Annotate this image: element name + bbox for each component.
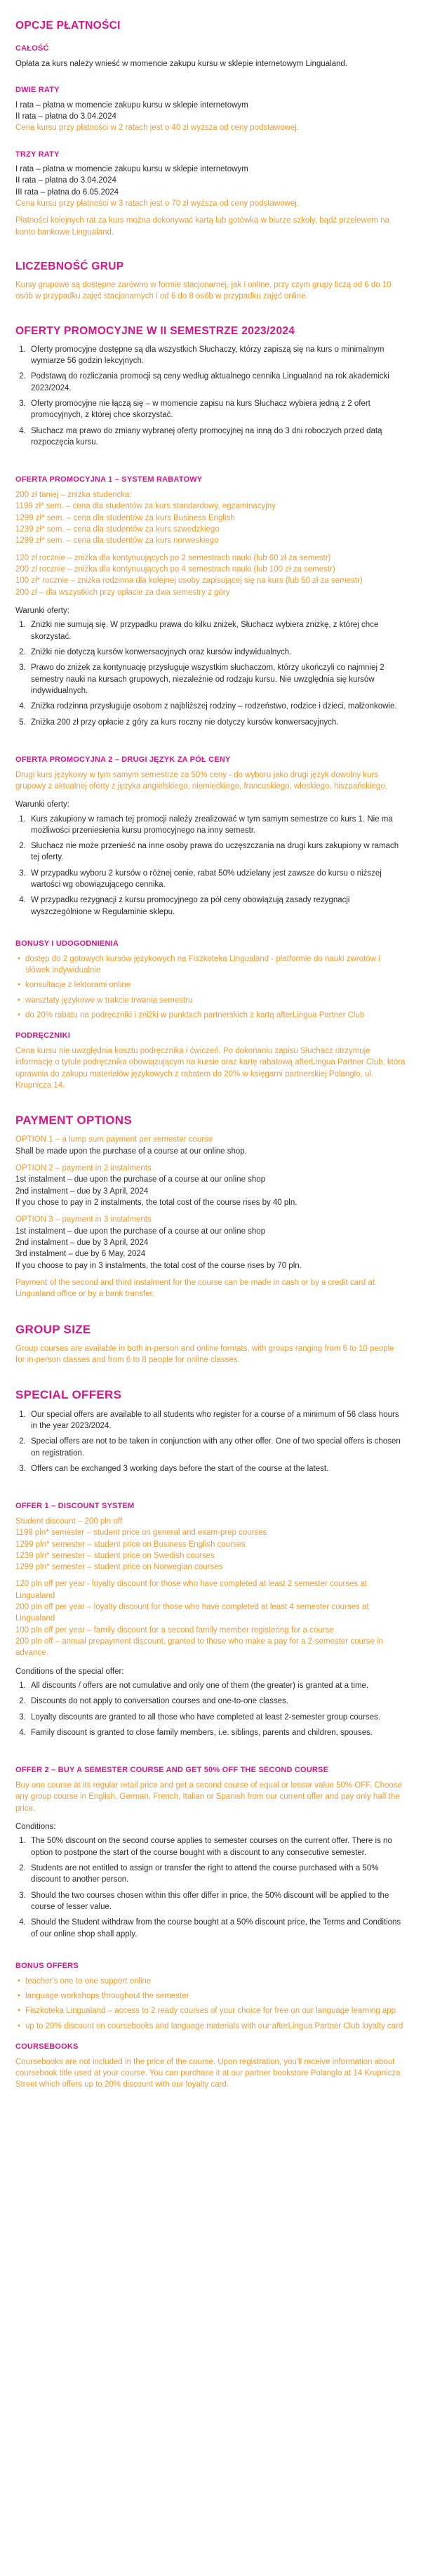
list-item: 4. Zniżka rodzinna przysługuje osobom z najbliższej rodziny – rodzeństwo, rodzice i dzieci, małżonkowie.	[28, 701, 406, 712]
discount-line: 1239 pln* semester – student price on Swedish courses	[15, 1551, 215, 1560]
text-line: 1st instalment – due upon the purchase of a course at our online shop	[15, 1227, 266, 1236]
offer-title: OFERTA PROMOCYJNA 2 – DRUGI JĘZYK ZA PÓŁ CENY	[15, 755, 231, 764]
list-item: 1. The 50% discount on the second course applies to semester courses on the current offer. There is no option to postpone the start of the course bought with a discount to any consecutive semester.	[28, 1835, 406, 1858]
list-item: • konsultacje z lektorami online	[25, 979, 406, 991]
list-item: • warsztaty językowe w trakcie trwania semestru	[25, 995, 406, 1006]
list-item: 3. Should the two courses chosen within this offer differ in price, the 50% discount will be applied to the course of lesser value.	[28, 1890, 406, 1913]
discount-list	[15, 1516, 406, 1573]
bonus-list	[15, 953, 406, 1022]
list-item: • Fiszkoteka Lingualand – access to 2 ready courses of your choice for free on our language learning app	[25, 2005, 406, 2016]
list-item: 2. Students are not entitled to assign or transfer the right to attend the course purchased with a 50% discount to another person.	[28, 1863, 406, 1886]
text-line: I rata – płatna w momencie zakupu kursu w sklepie internetowym	[15, 100, 248, 110]
offers-section-en	[15, 1387, 406, 1940]
subsection-title: CAŁOŚĆ	[15, 44, 49, 53]
list-item: 1. Zniżki nie sumują się. W przypadku prawa do kilku zniżek, Słuchacz wybiera zniżkę, z której chce skorzystać.	[28, 619, 406, 642]
payment-section-pl	[15, 18, 406, 238]
list-item: 3. W przypadku wyboru 2 kursów o różnej cenie, rabat 50% udzielany jest zawsze do kursu o niższej wartości wg obowiązującego cennika.	[28, 868, 406, 891]
discount-line: 200 pln off per year – loyalty discount for those who have completed at least 4 semester courses at Lingualand	[15, 1603, 369, 1623]
text-line: III rata – płatna do 6.05.2024	[15, 187, 119, 197]
list-item: 4. Family discount is granted to close family members, i.e. siblings, parents and children, spouses.	[28, 1727, 406, 1738]
text-line: If you chose to pay in 2 instalments, the total cost of the course rises by 40 pln.	[15, 1198, 298, 1208]
list-item: 1. Oferty promocyjne dostępne są dla wszystkich Słuchaczy, którzy zapiszą się na kurs o minimalnym wymiarze 56 godzin lekcyjnych.	[28, 344, 406, 367]
group-size-section-en	[15, 1321, 406, 1366]
text-line: 1st instalment – due upon the purchase of a course at our online shop	[15, 1175, 266, 1184]
text-line: II rata – płatna do 3.04.2024	[15, 112, 116, 121]
option-heading: OPTION 1 – a lump sum payment per semester course	[15, 1135, 213, 1144]
conditions-list	[15, 1680, 406, 1738]
discount-line: 200 zł taniej – zniżka studencka:	[15, 491, 132, 499]
offer-title: OFFER 2 – BUY A SEMESTER COURSE AND GET 50% OFF THE SECOND COURSE	[15, 1766, 329, 1775]
discount-line: 1199 zł* sem. – cena dla studentów za kurs standardowy, egzaminacyjny	[15, 502, 276, 511]
conditions-label: Conditions of the special offer:	[15, 1667, 124, 1676]
price-note: Cena kursu przy płatności w 3 ratach jest o 70 zł wyższa od ceny podstawowej.	[15, 199, 299, 209]
list-item: • up to 20% discount on coursebooks and language materials with our afterLingua Partner Club loyalty card	[25, 2021, 406, 2032]
offer-title: OFERTA PROMOCYJNA 1 – SYSTEM RABATOWY	[15, 475, 203, 484]
offer-rules-list	[15, 1409, 406, 1475]
section-title: LICZEBNOŚĆ GRUP	[15, 260, 124, 273]
price-note: Cena kursu przy płatności w 2 ratach jest o 40 zł wyższa od ceny podstawowej.	[15, 124, 299, 133]
list-item: • dostęp do 2 gotowych kursów językowych na Fiszkoteka Lingualand - platformie do nauki zwrotów i słówek indywidualnie	[25, 953, 406, 977]
list-item: 4. W przypadku rezygnacji z kursu promocyjnego za pół ceny obowiązują zasady rezygnacji wyszczególnione w Regulaminie sklepu.	[28, 894, 406, 918]
discount-line: 100 zł* rocznie – zniżka rodzinna dla kolejnej osoby zapisującej się na kurs (lub 50 zł za semestr)	[15, 576, 363, 586]
list-item: 3. Offers can be exchanged 3 working days before the start of the course at the latest.	[28, 1463, 406, 1474]
offers-section-pl	[15, 324, 406, 918]
option-heading: OPTION 3 – payment in 3 instalments	[15, 1215, 152, 1224]
list-item: 3. Loyalty discounts are granted to all those who have completed at least 2-semester group courses.	[28, 1712, 406, 1723]
list-item: 3. Oferty promocyjne nie łączą się – w momencie zapisu na kurs Słuchacz wybiera jedną z 2 ofert promocyjnych, z której chce skorzystać.	[28, 398, 406, 421]
list-item: • teacher's one to one support online	[25, 1976, 406, 1987]
discount-line: 200 pln off – annual prepayment discount, granted to those who make a pay for a 2-semester course in advance.	[15, 1637, 383, 1658]
paragraph: Group courses are available in both in-person and online formats, with groups ranging from 6 to 10 people for in-person classes and from 6 to 8 people for online classes.	[15, 1344, 394, 1365]
discount-line: Student discount – 200 pln off	[15, 1517, 122, 1526]
offer-title: BONUS OFFERS	[15, 1961, 79, 1970]
offer-title: OFFER 1 – DISCOUNT SYSTEM	[15, 1502, 135, 1511]
subsection-title: TRZY RATY	[15, 150, 60, 159]
paragraph: Kursy grupowe są dostępne zarówno w formie stacjonarnej, jak i online, przy czym grupy liczą od 6 do 10 osób w przypadku zajęć stacjonarnych i od 6 do 8 osób w przypadku zajęć online.	[15, 281, 392, 301]
payment-footer-note: Płatności kolejnych rat za kurs można dokonywać kartą lub gotówką w biurze szkoły, bądź przelewem na konto bankowe Lingualand.	[15, 216, 389, 237]
paragraph: Drugi kurs językowy w tym samym semestrze za 50% ceny - do wyboru jako drugi język dowolny kurs grupowy z aktualnej oferty z języka angielskiego, niemieckiego, francuskiego, włoskiego, hiszpańskiego.	[15, 770, 387, 791]
list-item: 2. Zniżki nie dotyczą kursów konwersacyjnych oraz kursów indywidualnych.	[28, 647, 406, 658]
list-item: • do 20% rabatu na podręczniki i zniżki w punktach partnerskich z kartą afterLingua Partner Club	[25, 1010, 406, 1021]
discount-line: 120 pln off per year - loyalty discount for those who have completed at least 2 semester courses at Lingualand	[15, 1580, 367, 1600]
offer-title: BONUSY I UDOGODNIENIA	[15, 939, 119, 949]
conditions-label: Conditions:	[15, 1823, 56, 1832]
instalment-lines	[15, 1226, 406, 1272]
bonus-section-en	[15, 1961, 406, 2091]
text-line: 2nd instalment – due by 3 April, 2024	[15, 1239, 149, 1248]
discount-line: 1239 zł* sem. – cena dla studentów za kurs szwedzkiego	[15, 524, 220, 534]
paragraph: Buy one course at its regular retail price and get a second course of equal or lesser value 50% OFF. Choose any group course in English, German, French, Italian or Spanish from our current offer and pay only half the price.	[15, 1781, 403, 1813]
discount-line: 1299 pln* semester – student price on Business English courses	[15, 1540, 246, 1549]
discount-line: 100 pln off per year – family discount for a second family member registering for a course	[15, 1625, 334, 1634]
bonus-list	[15, 1976, 406, 2032]
subsection-title: DWIE RATY	[15, 85, 60, 94]
discount-line: 1299 pln* semester – student price on Norwegian courses	[15, 1563, 223, 1572]
section-title: OPCJE PŁATNOŚCI	[15, 20, 121, 32]
text-line: Shall be made upon the purchase of a course at our online shop.	[15, 1147, 247, 1156]
list-item: 1. Kurs zakupiony w ramach tej promocji należy zrealizować w tym samym semestrze co kurs 1. Nie ma możliwości przeniesienia kursu promocyjnego na inny semestr.	[28, 814, 406, 837]
discount-list	[15, 489, 406, 547]
conditions-list	[15, 619, 406, 728]
list-item: 2. Discounts do not apply to conversation courses and one-to-one classes.	[28, 1696, 406, 1707]
option-heading: OPTION 2 – payment in 2 instalments	[15, 1164, 152, 1173]
list-item: 5. Zniżka 200 zł przy opłacie z góry za kurs roczny nie dotyczy kursów konwersacyjnych.	[28, 717, 406, 728]
paragraph: Cena kursu nie uwzględnia kosztu podręcznika i ćwiczeń. Po dokonaniu zapisu Słuchacz otrzymuje informację o tytule podręcznika obowiązującym na kursie oraz kartę rabatową afterLingua Partner Club, która uprawnia do zakupu materiałów językowych z rabatem do 20% w księgarni partnerskiej Polanglo, ul. Krupnicza 14.	[15, 1046, 406, 1090]
instalment-lines	[15, 164, 406, 209]
offer-title: PODRĘCZNIKI	[15, 1031, 70, 1041]
instalment-lines	[15, 100, 406, 134]
conditions-label: Warunki oferty:	[15, 606, 69, 615]
offer-title: COURSEBOOKS	[15, 2042, 79, 2051]
text-line: I rata – płatna w momencie zakupu kursu w sklepie internetowym	[15, 165, 248, 174]
section-title: OFERTY PROMOCYJNE W II SEMESTRZE 2023/2024	[15, 324, 295, 337]
list-item: 4. Słuchacz ma prawo do zmiany wybranej oferty promocyjnej na inną do 3 dni roboczych przed datą rozpoczęcia kursu.	[28, 425, 406, 449]
list-item: 1. Our special offers are available to all students who register for a course of a minimum of 56 class hours in the year 2023/2024.	[28, 1409, 406, 1432]
list-item: 2. Podstawą do rozliczania promocji są ceny według aktualnego cennika Lingualand na rok akademicki 2023/2024.	[28, 371, 406, 394]
payment-section-en	[15, 1112, 406, 1300]
discount-line: 200 zł – dla wszystkich przy opłacie za dwa semestry z góry	[15, 588, 230, 597]
paragraph: Opłata za kurs należy wnieść w momencie zakupu kursu w sklepie internetowym Lingualand.	[15, 59, 348, 68]
section-title: PAYMENT OPTIONS	[15, 1114, 133, 1128]
discount-line: 200 zł rocznie – zniżka dla kontynuujących po 4 semestrach nauki (lub 100 zł za semestr)	[15, 564, 335, 574]
discount-list	[15, 553, 406, 598]
paragraph: Coursebooks are not included in the price of the course. Upon registration, you'll receive information about coursebook title used at your course. You can purchase it at our partner bookstore Polanglo at 14 Krupnicza Street which offers up to 20% discount with our loyalty card.	[15, 2057, 401, 2089]
list-item: 3. Prawo do zniżek za kontynuację przysługuje wszystkim słuchaczom, którzy ukończyli co najmniej 2 semestry nauki na kursach grupowych, niezależnie od rodzaju kursu. Nie uwzględnia się kursów indywidualnych.	[28, 662, 406, 696]
section-title: SPECIAL OFFERS	[15, 1388, 122, 1402]
list-item: 1. All discounts / offers are not cumulative and only one of them (the greater) is granted at a time.	[28, 1680, 406, 1691]
bonus-section-pl	[15, 939, 406, 1091]
offer-rules-list	[15, 344, 406, 449]
list-item: 2. Słuchacz nie może przenieść na inne osoby prawa do uczęszczania na drugi kurs zakupiony w ramach tej oferty.	[28, 840, 406, 864]
list-item: 4. Should the Student withdraw from the course bought at a 50% discount price, the Terms and Conditions of our online shop shall apply.	[28, 1917, 406, 1940]
group-size-section-pl	[15, 259, 406, 303]
list-item: • language workshops throughout the semester	[25, 1990, 406, 2002]
payment-footer-note: Payment of the second and third instalment for the course can be made in cash or by a credit card at Lingualand office or by a bank transfer.	[15, 1279, 375, 1299]
text-line: 3rd instalment – due by 6 May, 2024	[15, 1250, 146, 1259]
conditions-list	[15, 814, 406, 918]
discount-line: 1199 pln* semester – student price on general and exam-prep courses	[15, 1528, 267, 1538]
list-item: 2. Special offers are not to be taken in conjunction with any other offer. One of two special offers is chosen on registration.	[28, 1436, 406, 1459]
section-title: GROUP SIZE	[15, 1322, 91, 1336]
conditions-list	[15, 1835, 406, 1940]
text-line: If you choose to pay in 3 instalments, the total cost of the course rises by 70 pln.	[15, 1261, 302, 1270]
text-line: 2nd instalment – due by 3 April, 2024	[15, 1187, 149, 1196]
text-line: II rata – płatna do 3.04.2024	[15, 176, 116, 185]
discount-line: 1299 zł* sem. – cena dla studentów za kurs Business English	[15, 513, 235, 522]
discount-line: 120 zł rocznie – zniżka dla kontynuujących po 2 semestrach nauki (lub 60 zł za semestr)	[15, 553, 331, 562]
instalment-lines	[15, 1174, 406, 1208]
conditions-label: Warunki oferty:	[15, 800, 69, 810]
discount-line: 1299 zł* sem. – cena dla studentów za kurs norweskiego	[15, 536, 219, 546]
discount-list	[15, 1578, 406, 1658]
